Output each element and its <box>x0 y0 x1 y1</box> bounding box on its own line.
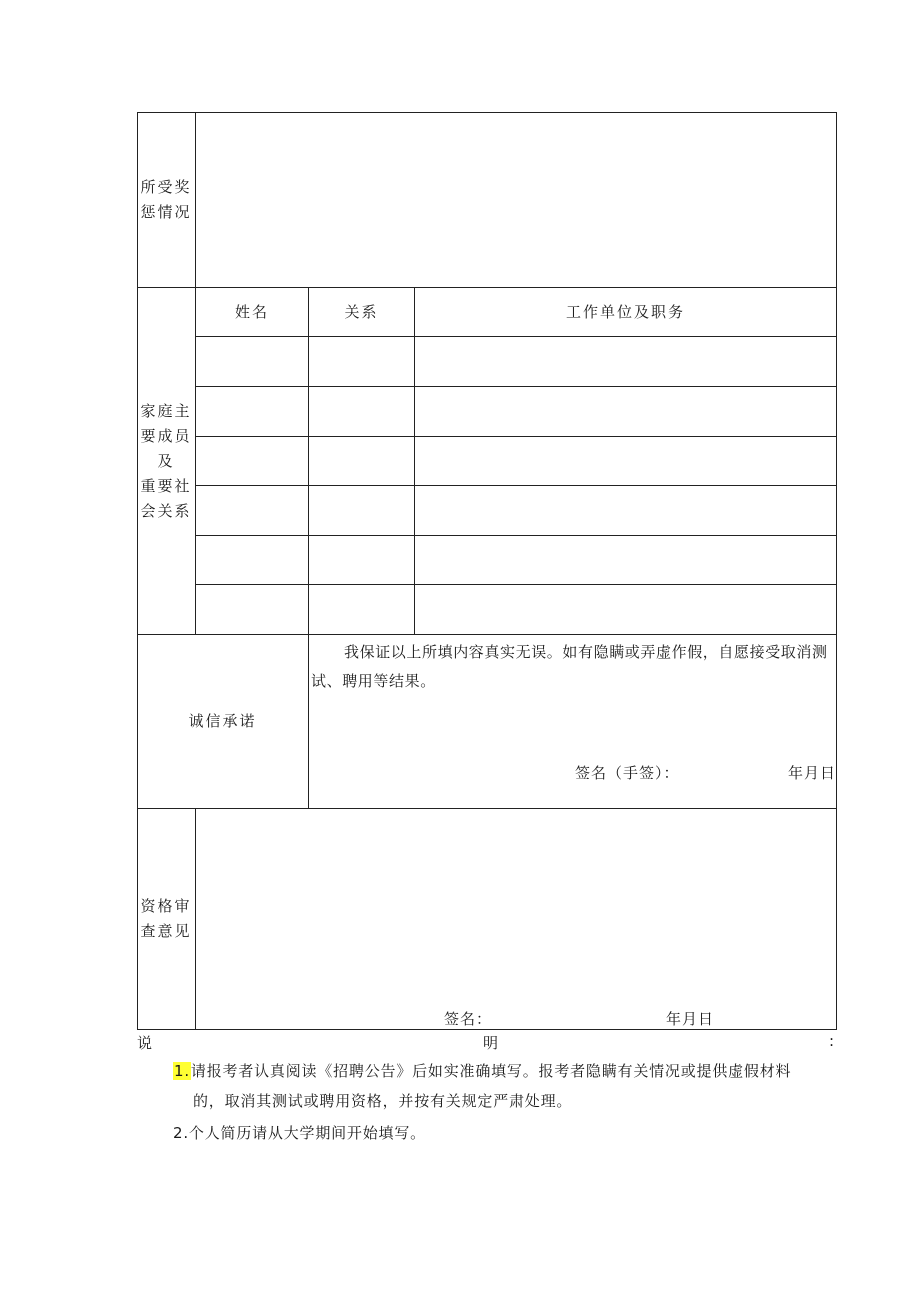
note-item-2 <box>173 1122 426 1143</box>
label-col-divider-integrity <box>308 634 309 808</box>
family-label-line: 重要社 <box>140 476 192 495</box>
notes-title-left: 说 <box>137 1034 153 1052</box>
header-relation: 关系 <box>344 302 379 321</box>
integrity-label: 诚信承诺 <box>188 712 257 730</box>
note-item-1 <box>173 1060 791 1081</box>
review-label <box>137 809 195 1029</box>
integrity-pledge-text: 我保证以上所填内容真实无误。如有隐瞒或弄虚作假，自愿接受取消测试、聘用等结果。 <box>311 643 828 690</box>
review-input[interactable] <box>196 809 836 999</box>
note-number-2: 2. <box>173 1124 189 1142</box>
review-label-line: 资格审 <box>140 897 192 915</box>
header-name: 姓名 <box>234 302 269 321</box>
family-work-cell[interactable] <box>415 387 836 436</box>
family-label-line: 要成员 <box>140 426 192 445</box>
table-border-bottom <box>137 1029 837 1030</box>
family-relation-cell[interactable] <box>309 387 414 436</box>
family-work-cell[interactable] <box>415 437 836 485</box>
note-text-2: 个人简历请从大学期间开始填写。 <box>188 1124 426 1142</box>
family-name-cell[interactable] <box>196 486 308 535</box>
family-work-cell[interactable] <box>415 536 836 584</box>
awards-label-line: 所受奖 <box>140 177 192 196</box>
awards-input[interactable] <box>196 113 836 287</box>
family-relation-cell[interactable] <box>309 437 414 485</box>
awards-label-line: 惩情况 <box>140 202 192 221</box>
family-label-line: 及 <box>157 451 175 470</box>
table-border-right <box>836 112 837 1030</box>
application-form-table <box>137 112 837 1030</box>
awards-label <box>137 112 195 287</box>
family-name-cell[interactable] <box>196 585 308 634</box>
family-name-cell[interactable] <box>196 337 308 386</box>
family-name-cell[interactable] <box>196 387 308 436</box>
integrity-signature-label: 签名（手签）： <box>575 764 680 782</box>
family-work-cell[interactable] <box>415 486 836 535</box>
family-label-line: 会关系 <box>140 501 192 520</box>
header-work: 工作单位及职务 <box>565 302 685 321</box>
family-work-cell[interactable] <box>415 585 836 634</box>
family-label-line: 家庭主 <box>140 401 192 420</box>
note-number-1: 1. <box>174 1062 190 1080</box>
review-label-line: 查意见 <box>140 922 192 940</box>
review-signature-label: 签名： <box>444 1010 493 1028</box>
family-name-cell[interactable] <box>196 536 308 584</box>
integrity-date-label: 年月日 <box>788 764 837 782</box>
family-relation-cell[interactable] <box>309 536 414 584</box>
family-relation-cell[interactable] <box>309 337 414 386</box>
notes-title-right: : <box>829 1032 835 1050</box>
review-date-label: 年月日 <box>666 1010 715 1028</box>
note-text-1a: 请报考者认真阅读《招聘公告》后如实准确填写。报考者隐瞒有关情况或提供虚假材料 <box>190 1062 792 1080</box>
family-label <box>137 288 195 634</box>
family-relation-cell[interactable] <box>309 486 414 535</box>
note-text-1b: 的，取消其测试或聘用资格，并按有关规定严肃处理。 <box>193 1092 573 1110</box>
family-relation-cell[interactable] <box>309 585 414 634</box>
family-work-cell[interactable] <box>415 337 836 386</box>
notes-title-mid: 明 <box>483 1034 499 1052</box>
family-name-cell[interactable] <box>196 437 308 485</box>
